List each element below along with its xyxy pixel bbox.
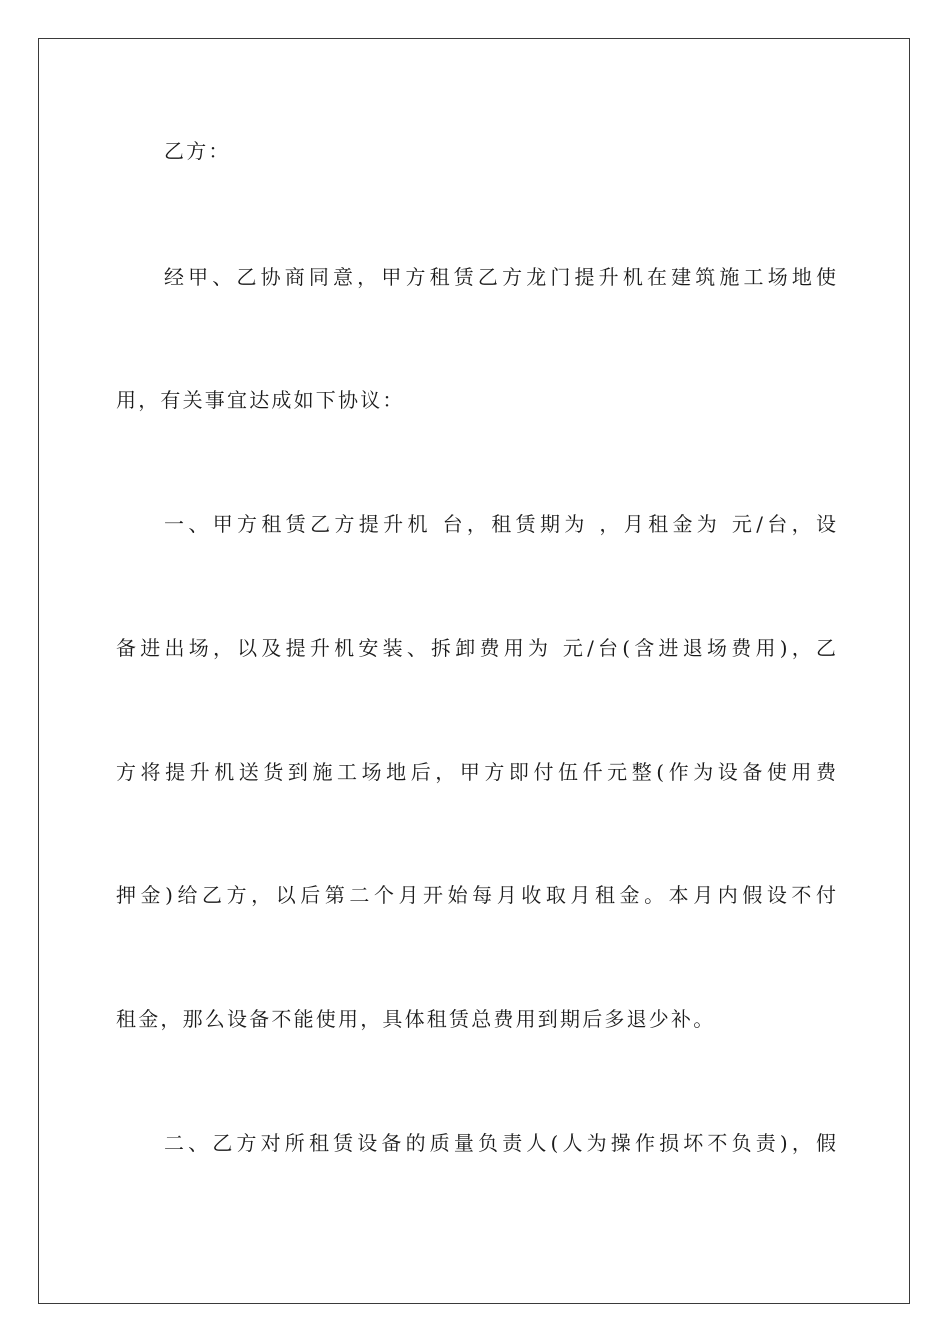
intro-line-2: 用，有关事宜达成如下协议：: [116, 388, 405, 412]
clause-1-line-4: 押金)给乙方，以后第二个月开始每月收取月租金。本月内假设不付: [116, 883, 836, 907]
clause-1-line-5: 租金，那么设备不能使用，具体租赁总费用到期后多退少补。: [116, 1007, 716, 1031]
party-b-label: 乙方：: [164, 139, 231, 163]
clause-1-line-1: 一、甲方租赁乙方提升机 台，租赁期为 ，月租金为 元/台，设: [164, 512, 836, 536]
page-border: [38, 38, 910, 1304]
clause-1-line-3: 方将提升机送货到施工场地后，甲方即付伍仟元整(作为设备使用费: [116, 760, 836, 784]
clause-2-line-1: 二、乙方对所租赁设备的质量负责人(人为操作损坏不负责)，假: [164, 1131, 836, 1155]
clause-1-line-2: 备进出场，以及提升机安装、拆卸费用为 元/台(含进退场费用)，乙: [116, 636, 836, 660]
intro-line-1: 经甲、乙协商同意，甲方租赁乙方龙门提升机在建筑施工场地使: [164, 265, 836, 289]
